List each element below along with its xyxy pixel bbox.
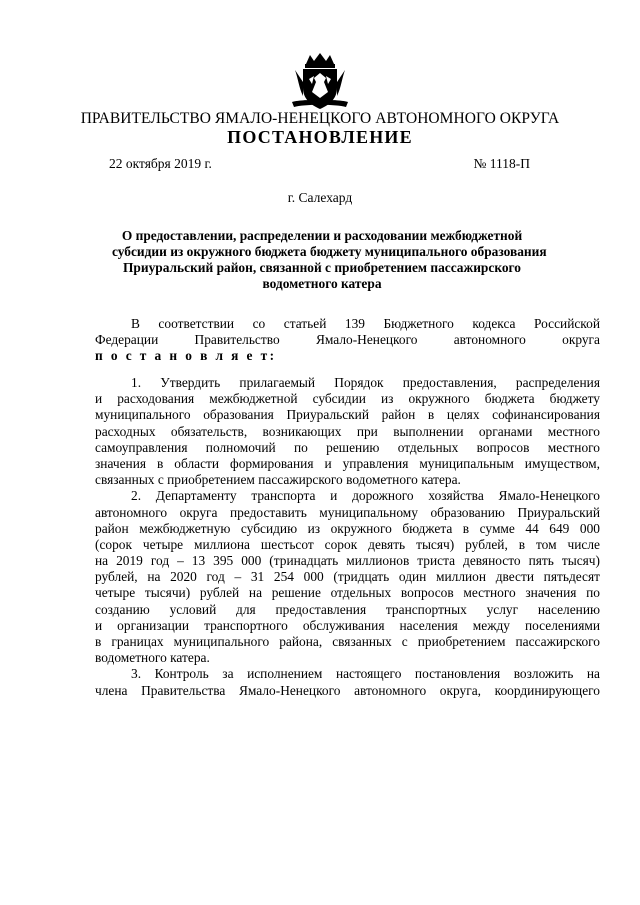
clause-2-line: водометного катера.: [95, 650, 210, 666]
preamble-line: В соответствии со статьей 139 Бюджетного кодекса Российской: [131, 316, 600, 331]
clause-1-line: связанных с приобретением пассажирского водометного катера.: [95, 472, 461, 488]
clause-2-line: и организации транспортного обслуживания населения между поселениями: [95, 617, 600, 633]
clause-2-line: 2. Департаменту транспорта и дорожного хозяйства Ямало-Ненецкого: [131, 488, 600, 504]
heading-line: водометного катера: [262, 276, 382, 292]
clause-2-line: (сорок четыре миллиона шестьсот сорок девять тысяч) рублей, в том числе: [95, 536, 600, 552]
clause-2-line: созданию условий для предоставления транспортных услуг населению: [95, 601, 600, 617]
clause-1-line: значения в области формирования и управления муниципальным имуществом,: [95, 455, 600, 471]
preamble-line: Федерации Правительство Ямало-Ненецкого автономного округа: [95, 332, 600, 348]
coat-of-arms-emblem: [290, 52, 350, 110]
government-title: ПРАВИТЕЛЬСТВО ЯМАЛО-НЕНЕЦКОГО АВТОНОМНОГО ОКРУГА: [80, 110, 560, 127]
clause-2-line: район межбюджетную субсидию из окружного бюджета в сумме 44 649 000: [95, 520, 600, 536]
clause-3-line: 3. Контроль за исполнением настоящего постановления возложить на: [131, 666, 600, 682]
decree-word: п о с т а н о в л я е т:: [95, 348, 277, 364]
document-number: № 1118-П: [473, 156, 530, 171]
document-type: ПОСТАНОВЛЕНИЕ: [227, 127, 413, 147]
clause-1-line: расходных обязательств, возникающих при выполнении органами местного: [95, 423, 600, 439]
clause-2-line: рублей, на 2020 год – 31 254 000 (тридцать один миллион двести пятьдесят: [95, 569, 600, 585]
clause-2-line: автономного округа предоставить муниципальному образованию Приуральский: [95, 504, 600, 520]
heading-line: Приуральский район, связанной с приобретением пассажирского: [123, 260, 521, 276]
heading-line: О предоставлении, распределении и расходовании межбюджетной: [121, 228, 523, 243]
clause-2-line: в границах муниципального района, связанных с приобретением пассажирского: [95, 634, 600, 649]
clauses: [95, 375, 600, 699]
document-heading: [112, 228, 547, 292]
clause-2-line: четыре тысячи) рублей на решение отдельных вопросов местного значения по: [95, 585, 600, 601]
clause-2-line: на 2019 год – 13 395 000 (тринадцать миллионов триста девяносто пять тысяч): [95, 553, 600, 569]
heading-line: субсидии из окружного бюджета бюджету муниципального образования: [112, 244, 547, 260]
preamble: [95, 316, 600, 365]
document-city: г. Салехард: [287, 190, 353, 205]
document-date: 22 октября 2019 г.: [109, 156, 212, 171]
clause-1-line: 1. Утвердить прилагаемый Порядок предоставления, распределения: [131, 375, 600, 390]
clause-3-line: члена Правительства Ямало-Ненецкого автономного округа, координирующего: [95, 682, 600, 698]
clause-1-line: муниципального образования Приуральский район в целях софинансирования: [95, 407, 600, 423]
clause-1-line: самоуправления полномочий по решению отдельных вопросов местного: [95, 439, 600, 455]
clause-1-line: и расходования межбюджетной субсидии из окружного бюджета бюджету: [95, 391, 600, 407]
